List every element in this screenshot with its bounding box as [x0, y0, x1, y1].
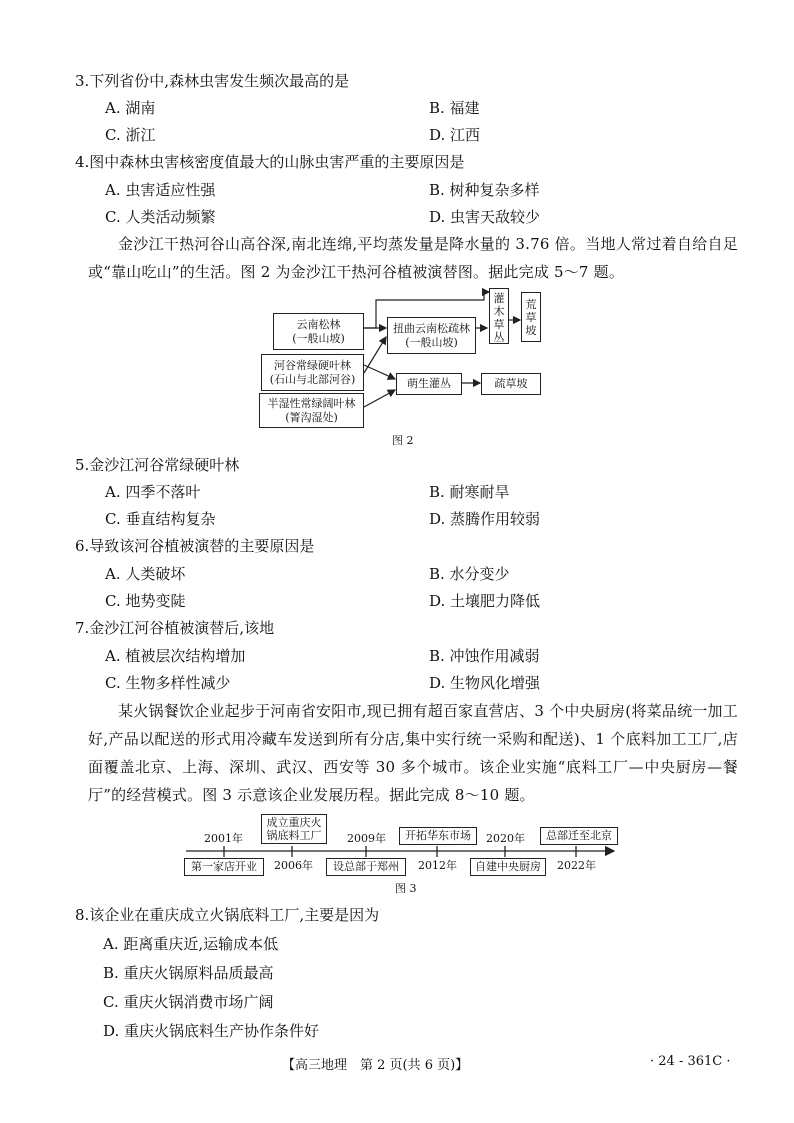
q3-option-d: D. 江西 — [429, 126, 481, 144]
fig3-year-2006: 2006年 — [274, 859, 313, 872]
fig2-barren-grass: 荒 草 坡 — [521, 292, 541, 342]
q3-stem: 3.下列省份中,森林虫害发生频次最高的是 — [75, 72, 350, 90]
fig3-caption: 图 3 — [395, 882, 417, 895]
q5-option-c: C. 垂直结构复杂 — [105, 510, 216, 528]
fig2-yunnan-pine: 云南松林 (一般山坡) — [273, 313, 364, 350]
q7-option-c: C. 生物多样性减少 — [105, 674, 231, 692]
fig3-year-2020: 2020年 — [486, 832, 525, 845]
fig3-event-2020: 自建中央厨房 — [470, 858, 546, 876]
fig3-year-2001: 2001年 — [204, 832, 243, 845]
q6-option-c: C. 地势变陡 — [105, 592, 186, 610]
q7-option-b: B. 冲蚀作用减弱 — [429, 647, 540, 665]
fig2-sclerophyll-forest: 河谷常绿硬叶林 (石山与北部河谷) — [261, 354, 364, 391]
q3-option-a: A. 湖南 — [105, 99, 156, 117]
fig3-year-2009: 2009年 — [347, 832, 386, 845]
fig2-caption: 图 2 — [392, 434, 414, 447]
fig3-event-2006: 成立重庆火 锅底料工厂 — [261, 814, 327, 844]
q6-option-a: A. 人类破坏 — [105, 565, 186, 583]
q3-option-c: C. 浙江 — [105, 126, 156, 144]
q4-stem: 4.图中森林虫害核密度值最大的山脉虫害严重的主要原因是 — [75, 153, 465, 171]
q7-stem: 7.金沙江河谷植被演替后,该地 — [75, 619, 275, 637]
q7-option-d: D. 生物风化增强 — [429, 674, 541, 692]
q4-option-c: C. 人类活动频繁 — [105, 208, 216, 226]
q4-option-b: B. 树种复杂多样 — [429, 181, 540, 199]
q5-stem: 5.金沙江河谷常绿硬叶林 — [75, 456, 240, 474]
passage-jinsha: 金沙江干热河谷山高谷深,南北连绵,平均蒸发量是降水量的 3.76 倍。当地人常过着自给自足或“靠山吃山”的生活。图 2 为金沙江干热河谷植被演替图。据此完成 5～7 题。 — [88, 235, 738, 281]
q5-option-a: A. 四季不落叶 — [105, 483, 201, 501]
q6-option-b: B. 水分变少 — [429, 565, 510, 583]
footer-code: · 24 - 361C · — [650, 1054, 731, 1069]
fig3-event-2012: 开拓华东市场 — [399, 827, 477, 845]
q6-stem: 6.导致该河谷植被演替的主要原因是 — [75, 537, 315, 555]
q3-option-b: B. 福建 — [429, 99, 480, 117]
fig2-sprout-shrub: 萌生灌丛 — [396, 373, 462, 395]
q8-stem: 8.该企业在重庆成立火锅底料工厂,主要是因为 — [75, 906, 380, 924]
q4-option-d: D. 虫害天敌较少 — [429, 208, 541, 226]
footer-page-info: 【高三地理 第 2 页(共 6 页)】 — [282, 1058, 469, 1073]
passage-hotpot: 某火锅餐饮企业起步于河南省安阳市,现已拥有超百家直营店、3 个中央厨房(将菜品统一加工好,产品以配送的形式用冷藏车发送到所有分店,集中实行统一采购和配送)、1 个底料加工工厂,店面覆盖北京、上海、深圳、武汉、西安等 30 多个城市。该企业实施“底料工厂—中央厨房—餐厅”的经营模式。图 3 示意该企业发展历程。据此完成 8～10 题。 — [88, 702, 738, 804]
q5-option-d: D. 蒸腾作用较弱 — [429, 510, 541, 528]
fig2-twisted-pine: 扭曲云南松疏林 (一般山坡) — [387, 317, 476, 354]
fig3-event-2022: 总部迁至北京 — [540, 827, 618, 845]
q6-option-d: D. 土壤肥力降低 — [429, 592, 541, 610]
fig3-year-2012: 2012年 — [418, 859, 457, 872]
q7-option-a: A. 植被层次结构增加 — [105, 647, 246, 665]
fig2-broadleaf-forest: 半湿性常绿阔叶林 (箐沟湿处) — [259, 393, 364, 428]
q8-option-c: C. 重庆火锅消费市场广阔 — [103, 993, 274, 1011]
fig3-year-2022: 2022年 — [557, 859, 596, 872]
q8-option-d: D. 重庆火锅底料生产协作条件好 — [103, 1022, 320, 1040]
q4-option-a: A. 虫害适应性强 — [105, 181, 216, 199]
fig3-event-2009: 设总部于郑州 — [326, 858, 406, 876]
fig2-shrub-grass: 灌 木 草 丛 — [489, 288, 509, 344]
q8-option-b: B. 重庆火锅原料品质最高 — [103, 964, 274, 982]
q8-option-a: A. 距离重庆近,运输成本低 — [103, 935, 279, 953]
fig2-sparse-grass: 疏草坡 — [481, 373, 541, 395]
q5-option-b: B. 耐寒耐旱 — [429, 483, 510, 501]
fig3-event-2001: 第一家店开业 — [184, 858, 264, 876]
